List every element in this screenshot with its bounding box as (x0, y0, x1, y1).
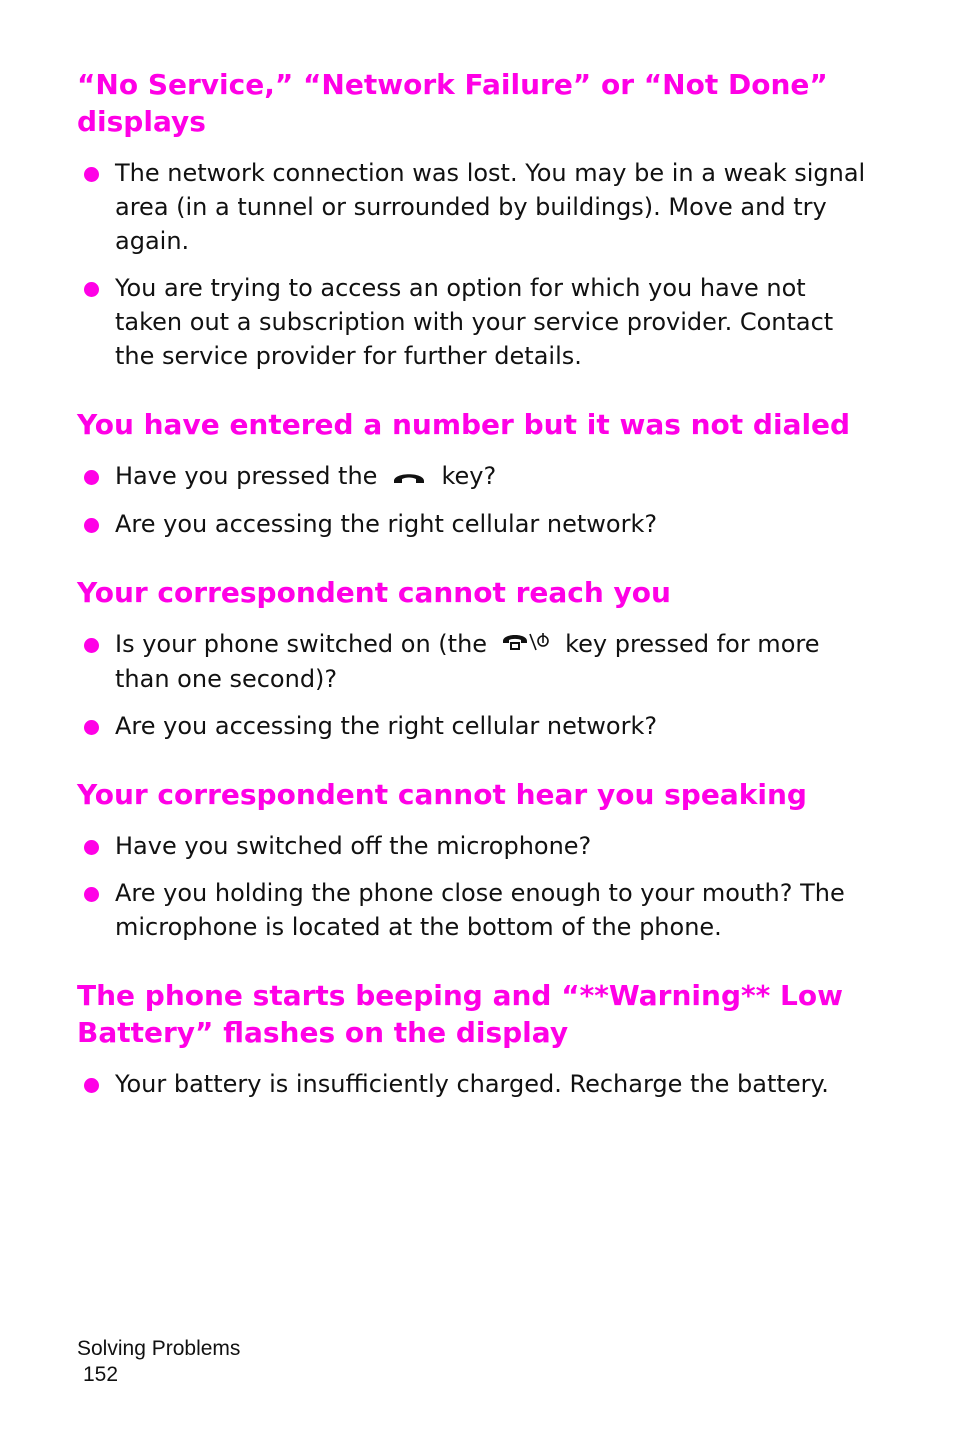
bullet-text-after: key? (441, 462, 497, 490)
bullet-text: Your battery is insufficiently charged. Recharge the battery. (115, 1070, 829, 1098)
list-item (77, 876, 877, 944)
section-heading: The phone starts beeping and “**Warning** Low Battery” flashes on the display (77, 979, 843, 1049)
bullet-list (77, 829, 877, 944)
bullet-list (77, 627, 877, 743)
bullet-icon (84, 167, 99, 182)
list-item (77, 1067, 877, 1101)
bullet-text-before: Is your phone switched on (the (115, 630, 488, 658)
list-item (77, 627, 877, 696)
section-cannot-hear (77, 776, 877, 944)
bullet-list (77, 1067, 877, 1101)
list-item (77, 156, 877, 258)
section-heading: “No Service,” “Network Failure” or “Not Done” displays (77, 68, 828, 138)
bullet-text: You are trying to access an option for which you have not taken out a subscription with your service provider. Contact the service provider for further details. (115, 274, 834, 370)
page-number: 152 (83, 1363, 119, 1386)
bullet-text: The network connection was lost. You may be in a weak signal area (in a tunnel or surrounded by buildings). Move and try again. (115, 159, 866, 255)
bullet-list (77, 156, 877, 373)
bullet-text: Are you holding the phone close enough to your mouth? The microphone is located at the bottom of the phone. (115, 879, 845, 941)
list-item (77, 829, 877, 863)
section-heading: Your correspondent cannot reach you (77, 576, 671, 609)
bullet-text-before: Have you pressed the (115, 462, 378, 490)
bullet-text: Are you accessing the right cellular network? (115, 712, 658, 740)
section-heading: You have entered a number but it was not dialed (77, 408, 851, 441)
section-no-service (77, 66, 877, 373)
section-low-battery (77, 977, 877, 1101)
bullet-icon (84, 1078, 99, 1093)
list-item (77, 459, 877, 494)
end-power-key-icon (501, 628, 551, 662)
bullet-icon (84, 840, 99, 855)
bullet-icon (84, 887, 99, 902)
bullet-text: Are you accessing the right cellular network? (115, 510, 658, 538)
bullet-text: Have you switched off the microphone? (115, 832, 592, 860)
section-not-dialed (77, 406, 877, 541)
bullet-icon (84, 638, 99, 653)
bullet-text-after: key pressed for more than one second)? (115, 630, 820, 693)
footer-section-title: Solving Problems (77, 1337, 241, 1360)
list-item (77, 271, 877, 373)
page-footer (77, 1336, 240, 1388)
bullet-icon (84, 720, 99, 735)
section-heading: Your correspondent cannot hear you speaking (77, 778, 807, 811)
bullet-icon (84, 282, 99, 297)
bullet-icon (84, 518, 99, 533)
bullet-list (77, 459, 877, 541)
page-content (77, 66, 877, 1114)
send-key-icon (391, 460, 427, 494)
list-item (77, 709, 877, 743)
bullet-icon (84, 470, 99, 485)
section-cannot-reach (77, 574, 877, 743)
list-item (77, 507, 877, 541)
